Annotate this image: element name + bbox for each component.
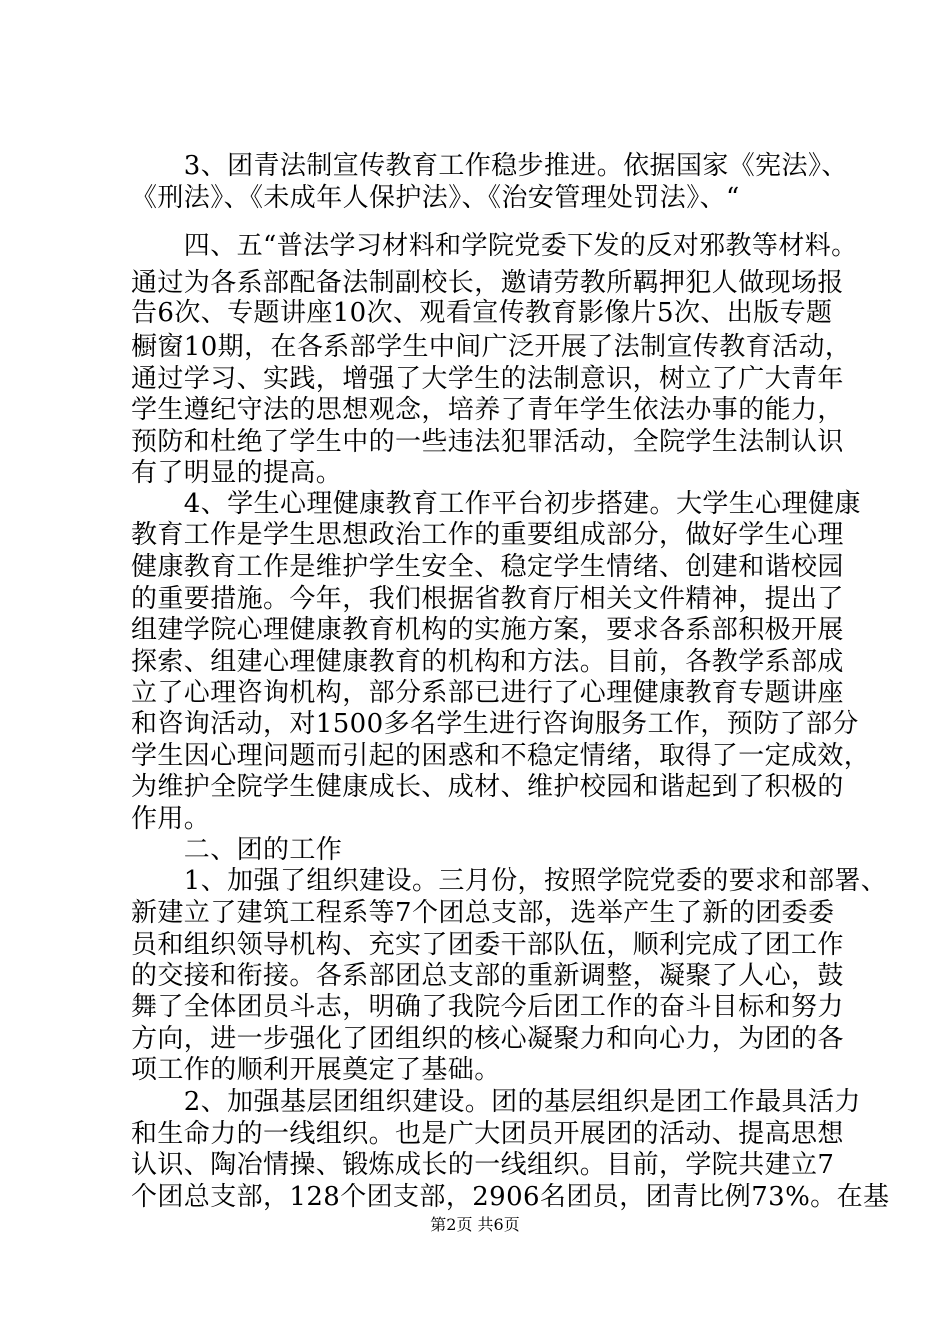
body-line: 告6次、专题讲座10次、观看宣传教育影像片5次、出版专题 xyxy=(131,298,833,328)
body-line: 员和组织领导机构、充实了团委干部队伍，顺利完成了团工作 xyxy=(131,930,844,960)
body-line: 通过学习、实践，增强了大学生的法制意识，树立了广大青年 xyxy=(131,364,844,394)
body-line: 舞了全体团员斗志，明确了我院今后团工作的奋斗目标和努力 xyxy=(131,992,844,1022)
body-line: 教育工作是学生思想政治工作的重要组成部分，做好学生心理 xyxy=(131,520,844,550)
body-line: 的重要措施。今年，我们根据省教育厅相关文件精神，提出了 xyxy=(131,584,844,614)
section-heading: 二、团的工作 xyxy=(131,835,343,865)
body-line: 1、加强了组织建设。三月份，按照学院党委的要求和部署、 xyxy=(131,866,888,896)
body-line: 的交接和衔接。各系部团总支部的重新调整，凝聚了人心，鼓 xyxy=(131,961,844,991)
body-line: 学生遵纪守法的思想观念，培养了青年学生依法办事的能力， xyxy=(131,395,844,425)
body-line: 3、团青法制宣传教育工作稳步推进。依据国家《宪法》、 xyxy=(131,151,848,181)
body-line: 和咨询活动，对1500多名学生进行咨询服务工作，预防了部分 xyxy=(131,709,859,739)
body-line: 组建学院心理健康教育机构的实施方案，要求各系部积极开展 xyxy=(131,615,844,645)
body-line: 个团总支部，128个团支部，2906名团员，团青比例73%。在基 xyxy=(131,1182,890,1212)
body-line: 有了明显的提高。 xyxy=(131,458,343,488)
body-line: 方向，进一步强化了团组织的核心凝聚力和向心力，为团的各 xyxy=(131,1024,844,1054)
body-line: 项工作的顺利开展奠定了基础。 xyxy=(131,1055,501,1085)
body-line: 预防和杜绝了学生中的一些违法犯罪活动，全院学生法制认识 xyxy=(131,427,844,457)
body-line: 4、学生心理健康教育工作平台初步搭建。大学生心理健康 xyxy=(131,489,861,519)
body-line: 认识、陶冶情操、锻炼成长的一线组织。目前，学院共建立7 xyxy=(131,1150,835,1180)
body-line: 橱窗10期，在各系部学生中间广泛开展了法制宣传教育活动， xyxy=(131,332,852,362)
body-line: 探索、组建心理健康教育的机构和方法。目前，各教学系部成 xyxy=(131,647,844,677)
body-line: 为维护全院学生健康成长、成材、维护校园和谐起到了积极的 xyxy=(131,772,844,802)
body-line: 2、加强基层团组织建设。团的基层组织是团工作最具活力 xyxy=(131,1087,861,1117)
body-line: 四、五“普法学习材料和学院党委下发的反对邪教等材料。 xyxy=(131,231,858,261)
body-line: 新建立了建筑工程系等7个团总支部，选举产生了新的团委委 xyxy=(131,898,835,928)
body-line: 立了心理咨询机构，部分系部已进行了心理健康教育专题讲座 xyxy=(131,678,844,708)
body-line: 健康教育工作是维护学生安全、稳定学生情绪、创建和谐校园 xyxy=(131,552,844,582)
body-line: 作用。 xyxy=(131,804,211,834)
body-line: 和生命力的一线组织。也是广大团员开展团的活动、提高思想 xyxy=(131,1119,844,1149)
page-footer: 第2页 共6页 xyxy=(430,1215,520,1234)
body-line: 《刑法》、《未成年人保护法》、《治安管理处罚法》、“ xyxy=(131,183,740,213)
body-line: 学生因心理问题而引起的困惑和不稳定情绪，取得了一定成效， xyxy=(131,741,871,771)
body-line: 通过为各系部配备法制副校长，邀请劳教所羁押犯人做现场报 xyxy=(131,268,844,298)
